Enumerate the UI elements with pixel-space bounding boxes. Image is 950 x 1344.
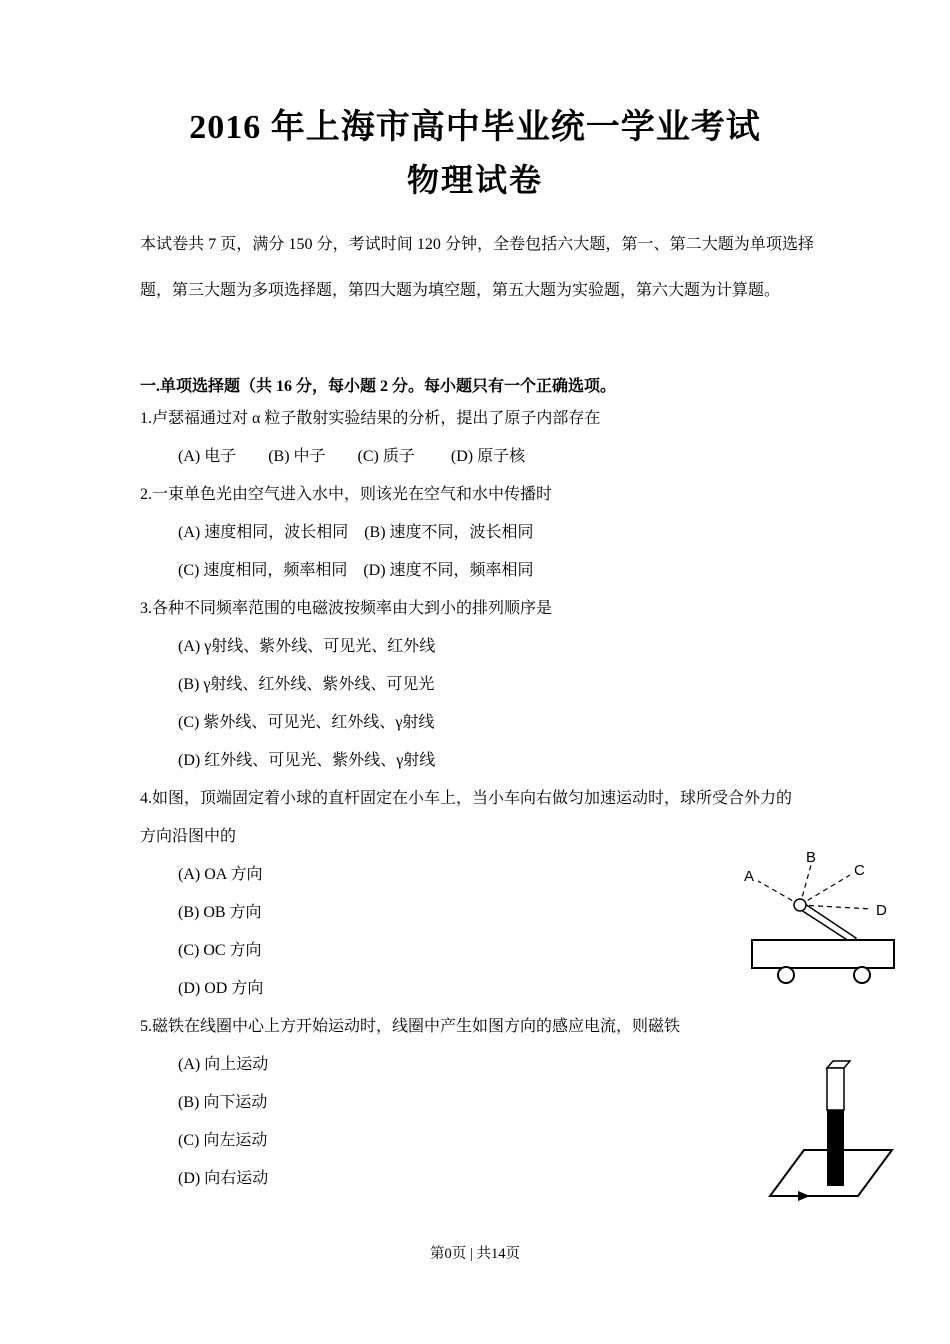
question-5-option-a: (A) 向上运动: [178, 1055, 269, 1073]
fig-q4-label-a: A: [744, 868, 755, 885]
page-footer: 第0页 | 共14页: [430, 1246, 520, 1262]
exam-subtitle: 物理试卷: [406, 162, 543, 199]
direction-line-a: [758, 881, 800, 905]
direction-line-c: [800, 875, 850, 905]
question-1-options: (A) 电子 (B) 中子 (C) 质子 (D) 原子核: [178, 447, 526, 465]
question-3-option-c: (C) 紫外线、可见光、红外线、γ射线: [178, 713, 435, 731]
question-2-stem: 2.一束单色光由空气进入水中，则该光在空气和水中传播时: [140, 485, 553, 503]
question-3-option-d: (D) 红外线、可见光、紫外线、γ射线: [178, 751, 436, 769]
fig-q4-label-b: B: [806, 849, 817, 866]
question-5-stem: 5.磁铁在线圈中心上方开始运动时，线圈中产生如图方向的感应电流，则磁铁: [140, 1017, 681, 1035]
question-2-options-line-1: (A) 速度相同，波长相同 (B) 速度不同，波长相同: [178, 523, 534, 541]
cart-body: [752, 940, 894, 968]
question-4-stem-line-1: 4.如图，顶端固定着小球的直杆固定在小车上，当小车向右做匀加速运动时，球所受合外力的: [140, 789, 793, 807]
question-1-stem: 1.卢瑟福通过对 α 粒子散射实验结果的分析，提出了原子内部存在: [140, 409, 601, 427]
question-5-figure: [758, 1056, 898, 1206]
cart-wheel-left: [778, 967, 794, 983]
question-4-option-d: (D) OD 方向: [178, 979, 264, 997]
ball: [794, 899, 806, 911]
exam-title: 2016 年上海市高中毕业统一学业考试: [189, 109, 761, 146]
question-1: [140, 400, 890, 476]
question-2: [140, 476, 890, 590]
section-1-header: 一.单项选择题（共 16 分，每小题 2 分。每小题只有一个正确选项。: [140, 377, 617, 395]
question-3-option-b: (B) γ射线、红外线、紫外线、可见光: [178, 675, 435, 693]
fig-q4-label-c: C: [854, 862, 865, 879]
question-5-option-b: (B) 向下运动: [178, 1093, 268, 1111]
magnet-top-cap: [827, 1061, 850, 1068]
fig-q4-label-d: D: [876, 902, 887, 919]
question-4-option-c: (C) OC 方向: [178, 941, 262, 959]
question-4-figure: [738, 848, 908, 993]
magnet-lower-half: [827, 1110, 844, 1186]
question-3-option-a: (A) γ射线、紫外线、可见光、红外线: [178, 637, 436, 655]
question-4-option-b: (B) OB 方向: [178, 903, 262, 921]
question-2-options-line-2: (C) 速度相同，频率相同 (D) 速度不同，频率相同: [178, 561, 534, 579]
question-5-option-c: (C) 向左运动: [178, 1131, 268, 1149]
exam-intro: 本试卷共 7 页，满分 150 分，考试时间 120 分钟，全卷包括六大题，第一、第二大题为单项选择题，第三大题为多项选择题，第四大题为填空题，第五大题为实验题，第六大题为计算题。: [140, 235, 814, 299]
magnet-upper-half: [827, 1068, 844, 1110]
question-3: [140, 590, 890, 780]
cart-wheel-right: [854, 967, 870, 983]
question-4-option-a: (A) OA 方向: [178, 865, 263, 883]
question-3-stem: 3.各种不同频率范围的电磁波按频率由大到小的排列顺序是: [140, 599, 553, 617]
question-5-option-d: (D) 向右运动: [178, 1169, 269, 1187]
question-4-stem-line-2: 方向沿图中的: [140, 827, 237, 845]
